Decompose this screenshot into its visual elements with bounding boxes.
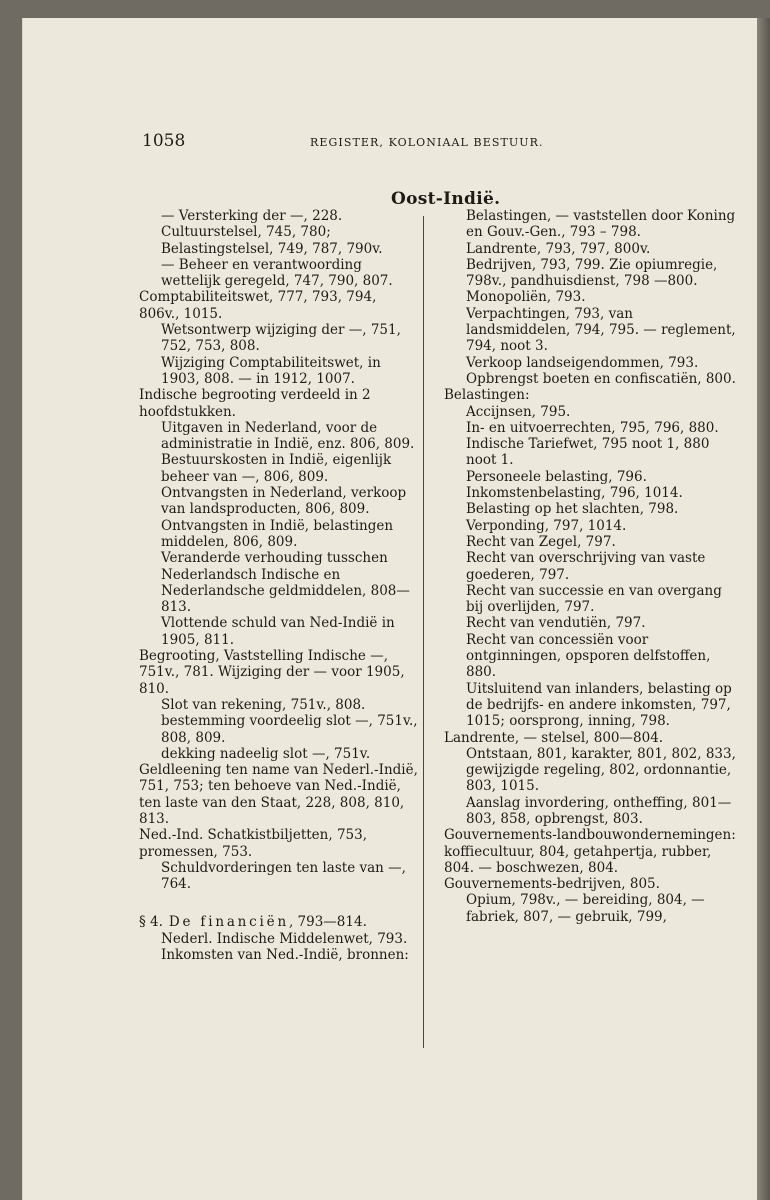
index-entry: Opium, 798v., — bereiding, 804, — fabriek, 807, — gebruik, 799, xyxy=(466,892,705,925)
index-entry: Belastingen, — vaststellen door Koning en Gouv.-Gen., 793 – 798. xyxy=(466,208,736,241)
index-entry: Recht van concessiën voor ontginningen, opsporen delfstoffen, 880. xyxy=(466,631,711,681)
index-entry: Recht van overschrijving van vaste goederen, 797. xyxy=(466,550,706,583)
index-entry: Ontstaan, 801, karakter, 801, 802, 833, gewijzigde regeling, 802, ordonnantie, 803, 1015. xyxy=(466,745,736,795)
index-entry: Geldleening ten name van Nederl.-Indië, 751, 753; ten behoeve van Ned.-Indië, ten laste van den Staat, 228, 808, 810, 813. xyxy=(139,762,418,827)
index-entry: — Beheer en verantwoording wettelijk geregeld, 747, 790, 807. xyxy=(161,256,393,290)
index-entry: Uitgaven in Nederland, voor de administratie in Indië, enz. 806, 809. xyxy=(161,419,415,453)
column-divider xyxy=(423,216,424,1048)
index-entry: Bestuurskosten in Indië, eigenlijk beheer van —, 806, 809. xyxy=(161,452,392,485)
index-entry: Opbrengst boeten en confiscatiën, 800. xyxy=(466,370,736,387)
index-entry: Begrooting, Vaststelling Indische —, 751v., 781. Wijziging der — voor 1905, 810. xyxy=(139,648,405,697)
index-entry: Belastingen: xyxy=(444,387,530,404)
index-entry: In- en uitvoerrechten, 795, 796, 880. Indische Tariefwet, 795 noot 1, 880 noot 1. xyxy=(466,419,719,469)
index-entry: Monopoliën, 793. xyxy=(466,289,586,306)
section-title: Oost-Indië. xyxy=(391,189,501,209)
page-number: 1058 xyxy=(142,131,186,151)
index-entry: Nederl. Indische Middelenwet, 793. xyxy=(161,930,408,947)
index-entry: Schuldvorderingen ten laste van —, 764. xyxy=(161,859,406,893)
book-page xyxy=(22,18,770,1200)
index-entry: Personeele belasting, 796. xyxy=(466,468,647,485)
index-entry: Inkomsten van Ned.-Indië, bronnen: xyxy=(161,947,409,964)
index-entry: Gouvernements-bedrijven, 805. xyxy=(444,876,660,893)
index-entry: Inkomstenbelasting, 796, 1014. xyxy=(466,485,683,502)
index-entry: Belasting op het slachten, 798. xyxy=(466,501,679,518)
left-column xyxy=(139,208,419,963)
index-entry: Wijziging Comptabiliteitswet, in 1903, 808. — in 1912, 1007. xyxy=(161,354,381,387)
index-entry: Recht van vendutiën, 797. xyxy=(466,615,646,632)
index-entry: Comptabiliteitswet, 777, 793, 794, 806v., 1015. xyxy=(139,289,377,322)
index-entry: Landrente, — stelsel, 800—804. xyxy=(444,729,664,746)
subsection-title: De financiën xyxy=(168,914,289,931)
index-entry: Verpachtingen, 793, van landsmiddelen, 794, 795. — reglement, 794, noot 3. xyxy=(466,305,736,355)
subsection-pages: , 793—814. xyxy=(288,914,367,931)
index-entry: Indische begrooting verdeeld in 2 hoofdstukken. xyxy=(139,387,371,420)
index-entry: Veranderde verhouding tusschen Nederlandsch Indische en Nederlandsche geldmiddelen, 808—813. xyxy=(161,550,410,616)
index-entry: Recht van Zegel, 797. xyxy=(466,533,616,550)
right-column xyxy=(444,208,736,925)
index-entry: Bedrijven, 793, 799. Zie opiumregie, 798v., pandhuisdienst, 798 —800. xyxy=(466,256,718,290)
index-entry: dekking nadeelig slot —, 751v. xyxy=(161,745,371,762)
index-entry: Accijnsen, 795. xyxy=(466,403,571,420)
index-entry: Slot van rekening, 751v., 808. xyxy=(161,696,366,713)
index-entry: Uitsluitend van inlanders, belasting op de bedrijfs- en andere inkomsten, 797, 1015; oorsprong, inning, 798. xyxy=(466,680,732,730)
index-entry: Recht van successie en van overgang bij overlijden, 797. xyxy=(466,582,722,616)
subsection-heading xyxy=(139,914,419,930)
index-entry: bestemming voordeelig slot —, 751v., 808, 809. xyxy=(161,713,418,746)
index-entry: Gouvernements-landbouwondernemingen: koffiecultuur, 804, getahpertja, rubber, 804. — boschwezen, 804. xyxy=(444,827,736,876)
running-head: REGISTER, KOLONIAAL BESTUUR. xyxy=(310,136,544,149)
index-entry: Aanslag invordering, ontheffing, 801—803, 858, opbrengst, 803. xyxy=(466,794,732,827)
index-entry: Landrente, 793, 797, 800v. xyxy=(466,240,651,257)
index-entry: Ontvangsten in Nederland, verkoop van landsproducten, 806, 809. xyxy=(161,485,407,518)
index-entry: Verkoop landseigendommen, 793. xyxy=(466,354,699,371)
subsection-number: § 4. xyxy=(139,914,163,931)
index-entry: Ontvangsten in Indië, belastingen middelen, 806, 809. xyxy=(161,517,394,550)
index-entry: Vlottende schuld van Ned-Indië in 1905, 811. xyxy=(161,615,395,648)
index-entry: Cultuurstelsel, 745, 780; Belastingstelsel, 749, 787, 790v. xyxy=(161,224,383,257)
index-entry: Verponding, 797, 1014. xyxy=(466,517,627,534)
index-entry: — Versterking der —, 228. xyxy=(161,208,343,224)
index-entry: Wetsontwerp wijziging der —, 751, 752, 753, 808. xyxy=(161,322,401,355)
book-spine-shadow xyxy=(757,18,770,1200)
index-entry: Ned.-Ind. Schatkistbiljetten, 753, promessen, 753. xyxy=(139,827,368,860)
